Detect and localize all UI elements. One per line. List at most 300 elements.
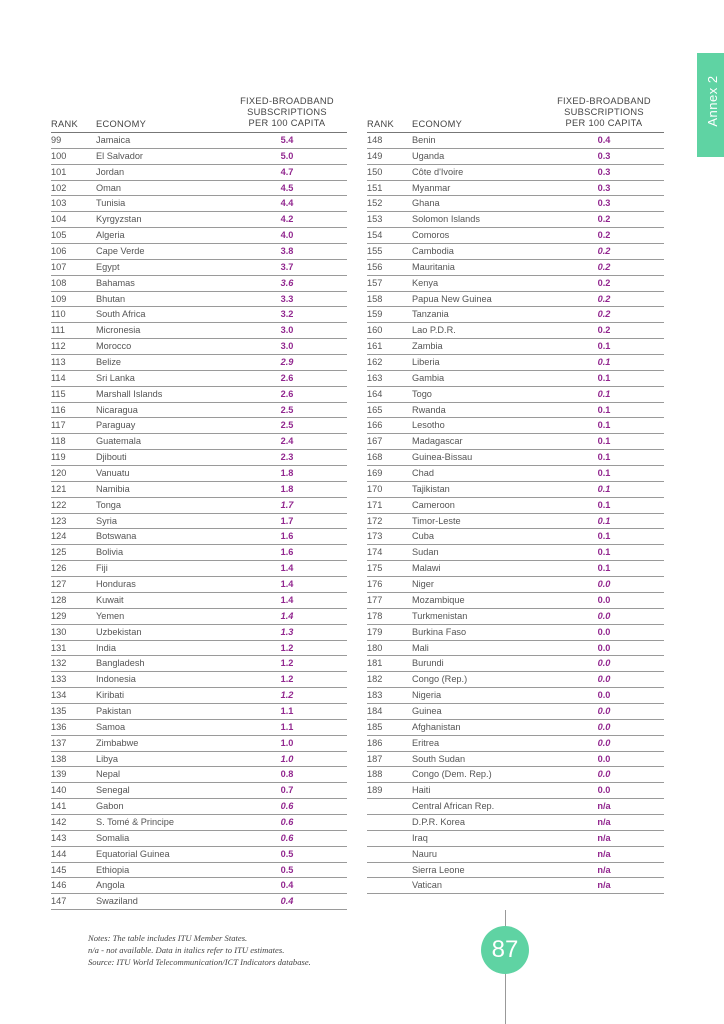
economy-cell: Mozambique [412, 594, 465, 605]
value-cell: 1.2 [280, 690, 294, 701]
table-row [367, 704, 664, 720]
rank-cell: 135 [51, 705, 67, 716]
table-body [51, 133, 347, 910]
economy-cell: Gambia [412, 372, 445, 383]
rank-cell: 174 [367, 547, 383, 558]
rank-cell: 110 [51, 309, 66, 320]
value-cell: 1.6 [280, 531, 294, 542]
economy-cell: Marshall Islands [96, 388, 163, 399]
economy-cell: Pakistan [96, 705, 132, 716]
economy-cell: Djibouti [96, 452, 127, 463]
value-cell: 4.2 [280, 214, 294, 225]
rank-cell: 146 [51, 880, 67, 891]
economy-cell: Belize [96, 357, 122, 368]
rank-cell: 129 [51, 610, 67, 621]
rank-cell: 148 [367, 135, 383, 145]
table-row [367, 783, 664, 799]
value-cell: 2.4 [280, 436, 294, 447]
value-cell: 0.6 [280, 801, 294, 812]
economy-cell: Algeria [96, 230, 125, 241]
rank-cell: 140 [51, 785, 67, 796]
economy-cell: Cape Verde [96, 246, 145, 257]
value-cell: 0.0 [597, 579, 611, 590]
value-cell: 3.6 [280, 277, 294, 288]
rank-cell: 180 [367, 642, 383, 653]
economy-cell: Swaziland [96, 896, 138, 907]
economy-cell: Côte d'Ivoire [412, 166, 464, 177]
ranking-table-left [51, 94, 347, 910]
value-cell: 0.1 [597, 563, 611, 574]
value-cell: 0.0 [597, 690, 611, 701]
economy-cell: Vatican [412, 880, 442, 891]
table-row [51, 831, 347, 847]
value-cell: 0.2 [597, 309, 611, 320]
note-line: Notes: The table includes ITU Member States. [88, 933, 248, 943]
economy-cell: India [96, 642, 116, 653]
value-cell: 0.2 [597, 325, 611, 336]
rank-cell: 142 [51, 816, 67, 827]
table-row [51, 577, 347, 593]
economy-cell: Nepal [96, 769, 121, 780]
value-cell: 0.8 [280, 769, 294, 780]
economy-cell: Burkina Faso [412, 626, 467, 637]
value-cell: 3.2 [280, 309, 294, 320]
table-row [51, 450, 347, 466]
value-cell: 0.0 [597, 610, 611, 621]
table-row [367, 672, 664, 688]
rank-cell: 103 [51, 198, 67, 209]
economy-cell: Sudan [412, 547, 439, 558]
economy-cell: Mali [412, 642, 429, 653]
value-cell: 1.6 [280, 547, 294, 558]
rank-cell: 167 [367, 436, 383, 447]
table-row [51, 196, 347, 212]
rank-cell: 105 [51, 230, 67, 241]
table-row [367, 815, 664, 831]
economy-cell: Uganda [412, 150, 445, 161]
economy-cell: Guinea [412, 705, 442, 716]
table-row [51, 292, 347, 308]
table-row [367, 514, 664, 530]
table-row [367, 418, 664, 434]
rank-cell: 127 [51, 579, 67, 590]
economy-cell: Somalia [96, 832, 130, 843]
value-cell: 0.1 [597, 468, 611, 479]
table-row [367, 165, 664, 181]
rank-cell: 181 [367, 658, 383, 669]
rank-cell: 112 [51, 341, 66, 352]
table-row [367, 529, 664, 545]
table-row [51, 434, 347, 450]
economy-cell: Malawi [412, 563, 441, 574]
economy-cell: Sierra Leone [412, 864, 465, 875]
value-cell: 0.7 [280, 785, 294, 796]
ranking-table-right [367, 94, 664, 894]
value-cell: 1.2 [280, 642, 294, 653]
value-cell: 0.3 [597, 166, 611, 177]
value-cell: 0.1 [597, 357, 611, 368]
value-cell: 1.8 [280, 483, 294, 494]
table-row [51, 704, 347, 720]
value-header: FIXED-BROADBAND SUBSCRIPTIONS PER 100 CAPITA [557, 96, 651, 128]
value-cell: 0.4 [280, 880, 294, 891]
economy-cell: South Sudan [412, 753, 466, 764]
value-cell: 0.2 [597, 230, 611, 241]
economy-cell: Kenya [412, 277, 439, 288]
value-cell: 1.3 [280, 626, 294, 637]
table-row [51, 514, 347, 530]
economy-header: ECONOMY [412, 119, 463, 129]
economy-cell: Gabon [96, 801, 124, 812]
economy-cell: Morocco [96, 341, 132, 352]
value-cell: 0.0 [597, 658, 611, 669]
table-row [367, 736, 664, 752]
value-cell: 4.4 [280, 198, 294, 209]
rank-cell: 119 [51, 452, 66, 463]
economy-cell: Myanmar [412, 182, 451, 193]
table-row [367, 403, 664, 419]
economy-cell: Ethiopia [96, 864, 130, 875]
table-row [51, 212, 347, 228]
value-cell: 4.7 [280, 166, 294, 177]
table-row [51, 545, 347, 561]
rank-header: RANK [51, 119, 79, 129]
economy-cell: Cuba [412, 531, 434, 542]
value-cell: 2.3 [280, 452, 294, 463]
table-row [367, 387, 664, 403]
economy-cell: Syria [96, 515, 117, 526]
economy-cell: Equatorial Guinea [96, 848, 170, 859]
rank-cell: 108 [51, 277, 67, 288]
economy-cell: Vanuatu [96, 468, 130, 479]
table-row [367, 752, 664, 768]
economy-cell: D.P.R. Korea [412, 816, 465, 827]
rank-cell: 147 [51, 896, 67, 907]
economy-cell: Chad [412, 468, 434, 479]
table-row [51, 403, 347, 419]
economy-cell: Lao P.D.R. [412, 325, 456, 336]
rank-cell: 109 [51, 293, 67, 304]
rank-cell: 123 [51, 515, 67, 526]
rank-cell: 172 [367, 515, 383, 526]
value-cell: n/a [597, 832, 611, 843]
economy-cell: Congo (Rep.) [412, 674, 468, 685]
value-cell: 1.4 [280, 594, 294, 605]
table-row [367, 863, 664, 879]
economy-cell: Madagascar [412, 436, 463, 447]
economy-cell: El Salvador [96, 150, 143, 161]
economy-cell: Sri Lanka [96, 372, 135, 383]
table-row [51, 371, 347, 387]
table-row [367, 847, 664, 863]
value-cell: 0.5 [280, 864, 294, 875]
table-row [367, 228, 664, 244]
table-row [51, 894, 347, 910]
rank-cell: 160 [367, 325, 383, 336]
value-cell: 1.0 [280, 753, 294, 764]
rank-cell: 177 [367, 594, 383, 605]
rank-cell: 118 [51, 436, 66, 447]
table-row [51, 815, 347, 831]
economy-cell: Kyrgyzstan [96, 214, 142, 225]
table-row [367, 545, 664, 561]
table-row [367, 577, 664, 593]
value-cell: n/a [597, 816, 611, 827]
economy-cell: Cambodia [412, 246, 454, 257]
economy-cell: Tunisia [96, 198, 126, 209]
value-cell: 3.8 [280, 246, 294, 257]
value-cell: 1.8 [280, 468, 294, 479]
value-cell: 0.1 [597, 420, 611, 431]
economy-cell: Lesotho [412, 420, 445, 431]
rank-cell: 182 [367, 674, 383, 685]
value-cell: 0.1 [597, 452, 611, 463]
economy-cell: Kuwait [96, 594, 124, 605]
annex-label: Annex 2 [705, 75, 720, 127]
table-row [51, 498, 347, 514]
economy-cell: Uzbekistan [96, 626, 142, 637]
rank-cell: 116 [51, 404, 66, 415]
value-cell: 3.0 [280, 325, 294, 336]
rank-cell: 149 [367, 150, 383, 161]
table-row [367, 292, 664, 308]
rank-cell: 100 [51, 150, 67, 161]
economy-cell: Nauru [412, 848, 438, 859]
value-cell: 0.3 [597, 198, 611, 209]
table-row [367, 593, 664, 609]
table-row [367, 767, 664, 783]
economy-cell: Jordan [96, 166, 125, 177]
value-cell: 0.0 [597, 721, 611, 732]
table-row [367, 688, 664, 704]
value-cell: n/a [597, 848, 611, 859]
economy-cell: Egypt [96, 261, 120, 272]
economy-cell: Bolivia [96, 547, 124, 558]
rank-cell: 165 [367, 404, 383, 415]
economy-cell: Comoros [412, 230, 450, 241]
rank-cell: 186 [367, 737, 383, 748]
rank-cell: 150 [367, 166, 383, 177]
value-cell: 0.2 [597, 261, 611, 272]
rank-cell: 152 [367, 198, 383, 209]
table-row [367, 244, 664, 260]
table-body [367, 133, 664, 894]
rank-cell: 154 [367, 230, 383, 241]
value-cell: 3.3 [280, 293, 294, 304]
table-row [51, 181, 347, 197]
economy-cell: Central African Rep. [412, 801, 495, 812]
table-row [367, 625, 664, 641]
value-cell: 0.0 [597, 753, 611, 764]
rank-cell: 115 [51, 388, 66, 399]
rank-cell: 187 [367, 753, 383, 764]
economy-cell: Solomon Islands [412, 214, 480, 225]
value-cell: 1.7 [280, 515, 294, 526]
table-row [51, 276, 347, 292]
table-row [51, 244, 347, 260]
table-row [367, 434, 664, 450]
value-cell: 0.3 [597, 150, 611, 161]
table-row [51, 482, 347, 498]
economy-cell: Bangladesh [96, 658, 145, 669]
rank-cell: 166 [367, 420, 383, 431]
rank-cell: 153 [367, 214, 383, 225]
value-cell: 0.1 [597, 372, 611, 383]
economy-cell: Rwanda [412, 404, 446, 415]
economy-cell: Togo [412, 388, 432, 399]
table-row [367, 831, 664, 847]
rank-cell: 111 [51, 325, 65, 336]
table-row [51, 355, 347, 371]
rank-cell: 124 [51, 531, 67, 542]
table-row [51, 783, 347, 799]
economy-cell: Oman [96, 182, 122, 193]
economy-cell: Botswana [96, 531, 137, 542]
value-cell: 3.0 [280, 341, 294, 352]
value-cell: 0.2 [597, 214, 611, 225]
rank-cell: 151 [367, 182, 383, 193]
rank-cell: 106 [51, 246, 67, 257]
rank-cell: 130 [51, 626, 67, 637]
value-cell: 0.4 [280, 896, 294, 907]
economy-cell: Eritrea [412, 737, 440, 748]
economy-header: ECONOMY [96, 119, 147, 129]
table-row [367, 323, 664, 339]
value-cell: 0.3 [597, 182, 611, 193]
economy-cell: Guatemala [96, 436, 141, 447]
rank-cell: 137 [51, 737, 67, 748]
rank-cell: 102 [51, 182, 67, 193]
economy-cell: Cameroon [412, 499, 455, 510]
economy-cell: Zambia [412, 341, 443, 352]
economy-cell: Namibia [96, 483, 130, 494]
rank-cell: 189 [367, 785, 383, 796]
table-row [51, 720, 347, 736]
table-row [367, 196, 664, 212]
table-row [51, 672, 347, 688]
table-row [51, 418, 347, 434]
economy-cell: Timor-Leste [412, 515, 461, 526]
table-row [51, 767, 347, 783]
value-cell: n/a [597, 801, 611, 812]
table-row [367, 371, 664, 387]
rank-cell: 156 [367, 261, 383, 272]
rank-cell: 101 [51, 166, 67, 177]
table-row [51, 339, 347, 355]
table-row [51, 165, 347, 181]
economy-cell: Jamaica [96, 135, 131, 145]
rank-header: RANK [367, 119, 395, 129]
table-row [367, 641, 664, 657]
table-row [51, 387, 347, 403]
table-row [367, 355, 664, 371]
value-cell: 0.1 [597, 436, 611, 447]
table-row [51, 307, 347, 323]
rank-cell: 132 [51, 658, 67, 669]
value-cell: 0.1 [597, 515, 611, 526]
value-cell: 0.5 [280, 848, 294, 859]
value-cell: 1.0 [280, 737, 294, 748]
economy-cell: Benin [412, 135, 436, 145]
rank-cell: 183 [367, 690, 383, 701]
note-line: n/a - not available. Data in italics refer to ITU estimates. [88, 945, 285, 955]
value-cell: 0.0 [597, 594, 611, 605]
table-row [367, 482, 664, 498]
rank-cell: 155 [367, 246, 383, 257]
economy-cell: South Africa [96, 309, 146, 320]
value-cell: 3.7 [280, 261, 294, 272]
value-cell: 5.4 [280, 135, 294, 145]
table-row [367, 133, 664, 149]
table-row [367, 181, 664, 197]
rank-cell: 125 [51, 547, 67, 558]
table-row [51, 260, 347, 276]
table-row [367, 498, 664, 514]
value-cell: 2.6 [280, 372, 294, 383]
value-cell: 4.5 [280, 182, 294, 193]
table-row [367, 720, 664, 736]
rank-cell: 131 [51, 642, 67, 653]
table-row [51, 323, 347, 339]
value-cell: 1.4 [280, 563, 294, 574]
table-row [367, 656, 664, 672]
table-header [51, 94, 347, 133]
value-cell: 4.0 [280, 230, 294, 241]
rank-cell: 168 [367, 452, 383, 463]
economy-cell: Paraguay [96, 420, 136, 431]
rank-cell: 170 [367, 483, 383, 494]
value-cell: 5.0 [280, 150, 294, 161]
economy-cell: Ghana [412, 198, 440, 209]
value-cell: 2.9 [280, 357, 294, 368]
table-row [367, 799, 664, 815]
rank-cell: 169 [367, 468, 383, 479]
economy-cell: Tonga [96, 499, 122, 510]
value-cell: 0.0 [597, 785, 611, 796]
rank-cell: 121 [51, 483, 67, 494]
economy-cell: Libya [96, 753, 118, 764]
table-row [51, 847, 347, 863]
value-cell: 2.5 [280, 404, 294, 415]
table-row [367, 307, 664, 323]
rank-cell: 178 [367, 610, 383, 621]
table-row [367, 609, 664, 625]
economy-cell: Angola [96, 880, 125, 891]
economy-cell: Tajikistan [412, 483, 450, 494]
table-row [51, 149, 347, 165]
economy-cell: Afghanistan [412, 721, 461, 732]
economy-cell: Samoa [96, 721, 126, 732]
table-row [51, 656, 347, 672]
table-row [367, 149, 664, 165]
rank-cell: 173 [367, 531, 383, 542]
table-row [367, 212, 664, 228]
economy-cell: Indonesia [96, 674, 136, 685]
value-cell: n/a [597, 864, 611, 875]
table-row [367, 466, 664, 482]
economy-cell: Kiribati [96, 690, 125, 701]
table-row [51, 561, 347, 577]
value-cell: 2.5 [280, 420, 294, 431]
table-row [51, 641, 347, 657]
economy-cell: Iraq [412, 832, 428, 843]
value-cell: n/a [597, 880, 611, 891]
economy-cell: Guinea-Bissau [412, 452, 473, 463]
value-cell: 1.2 [280, 674, 294, 685]
rank-cell: 104 [51, 214, 67, 225]
value-cell: 2.6 [280, 388, 294, 399]
table-row [51, 878, 347, 894]
